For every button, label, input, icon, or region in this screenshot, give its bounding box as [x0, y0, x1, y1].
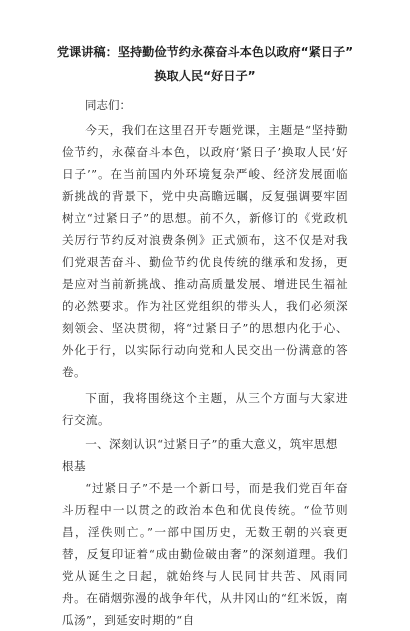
- salutation: 同志们：: [85, 98, 131, 112]
- paragraph-section-1: “过紧日子”不是一个新口号，而是我们党百年奋斗历程中一以贯之的政治本色和优良传统。“俭节则昌，淫佚则亡。”一部中国历史，无数王朝的兴衰更替，反复印证着“成由勤俭破由奢”的深刻道理。我们党从诞生之日起，就始终与人民同甘共苦、风雨同舟。在硝烟弥漫的战争年代，从井冈山的“红米饭，南瓜汤”，到延安时期的“自: [62, 481, 348, 627]
- section-heading: 一、深刻认识“过紧日子”的重大意义，筑牢思想根基: [62, 437, 338, 473]
- document-title: [52, 42, 358, 87]
- paragraph-outline: 下面，我将围绕这个主题，从三个方面与大家进行交流。: [62, 391, 348, 427]
- paragraph-intro: 今天，我们在这里召开专题党课，主题是“坚持勤俭节约，永葆奋斗本色，以政府‘紧日子’换取人民‘好日子’”。在当前国内外环境复杂严峻、经济发展面临新挑战的背景下，党中央高瞻远瞩，反复强调要牢固树立“过紧日子”的思想。前不久，新修订的《党政机关厉行节约反对浪费条例》正式颁布，这不仅是对我们党艰苦奋斗、勤俭节约优良传统的继承和发扬，更是应对当前新挑战、推动高质量发展、增进民生福祉的必然要求。作为社区党组织的带头人，我们必须深刻领会、坚决贯彻，将“过紧日子”的思想内化于心、外化于行，以实际行动向党和人民交出一份满意的答卷。: [62, 123, 348, 379]
- title-line-2: 换取人民“好日子”: [154, 69, 256, 83]
- title-line-1: 党课讲稿：坚持勤俭节约永葆奋斗本色以政府“紧日子”: [56, 45, 354, 59]
